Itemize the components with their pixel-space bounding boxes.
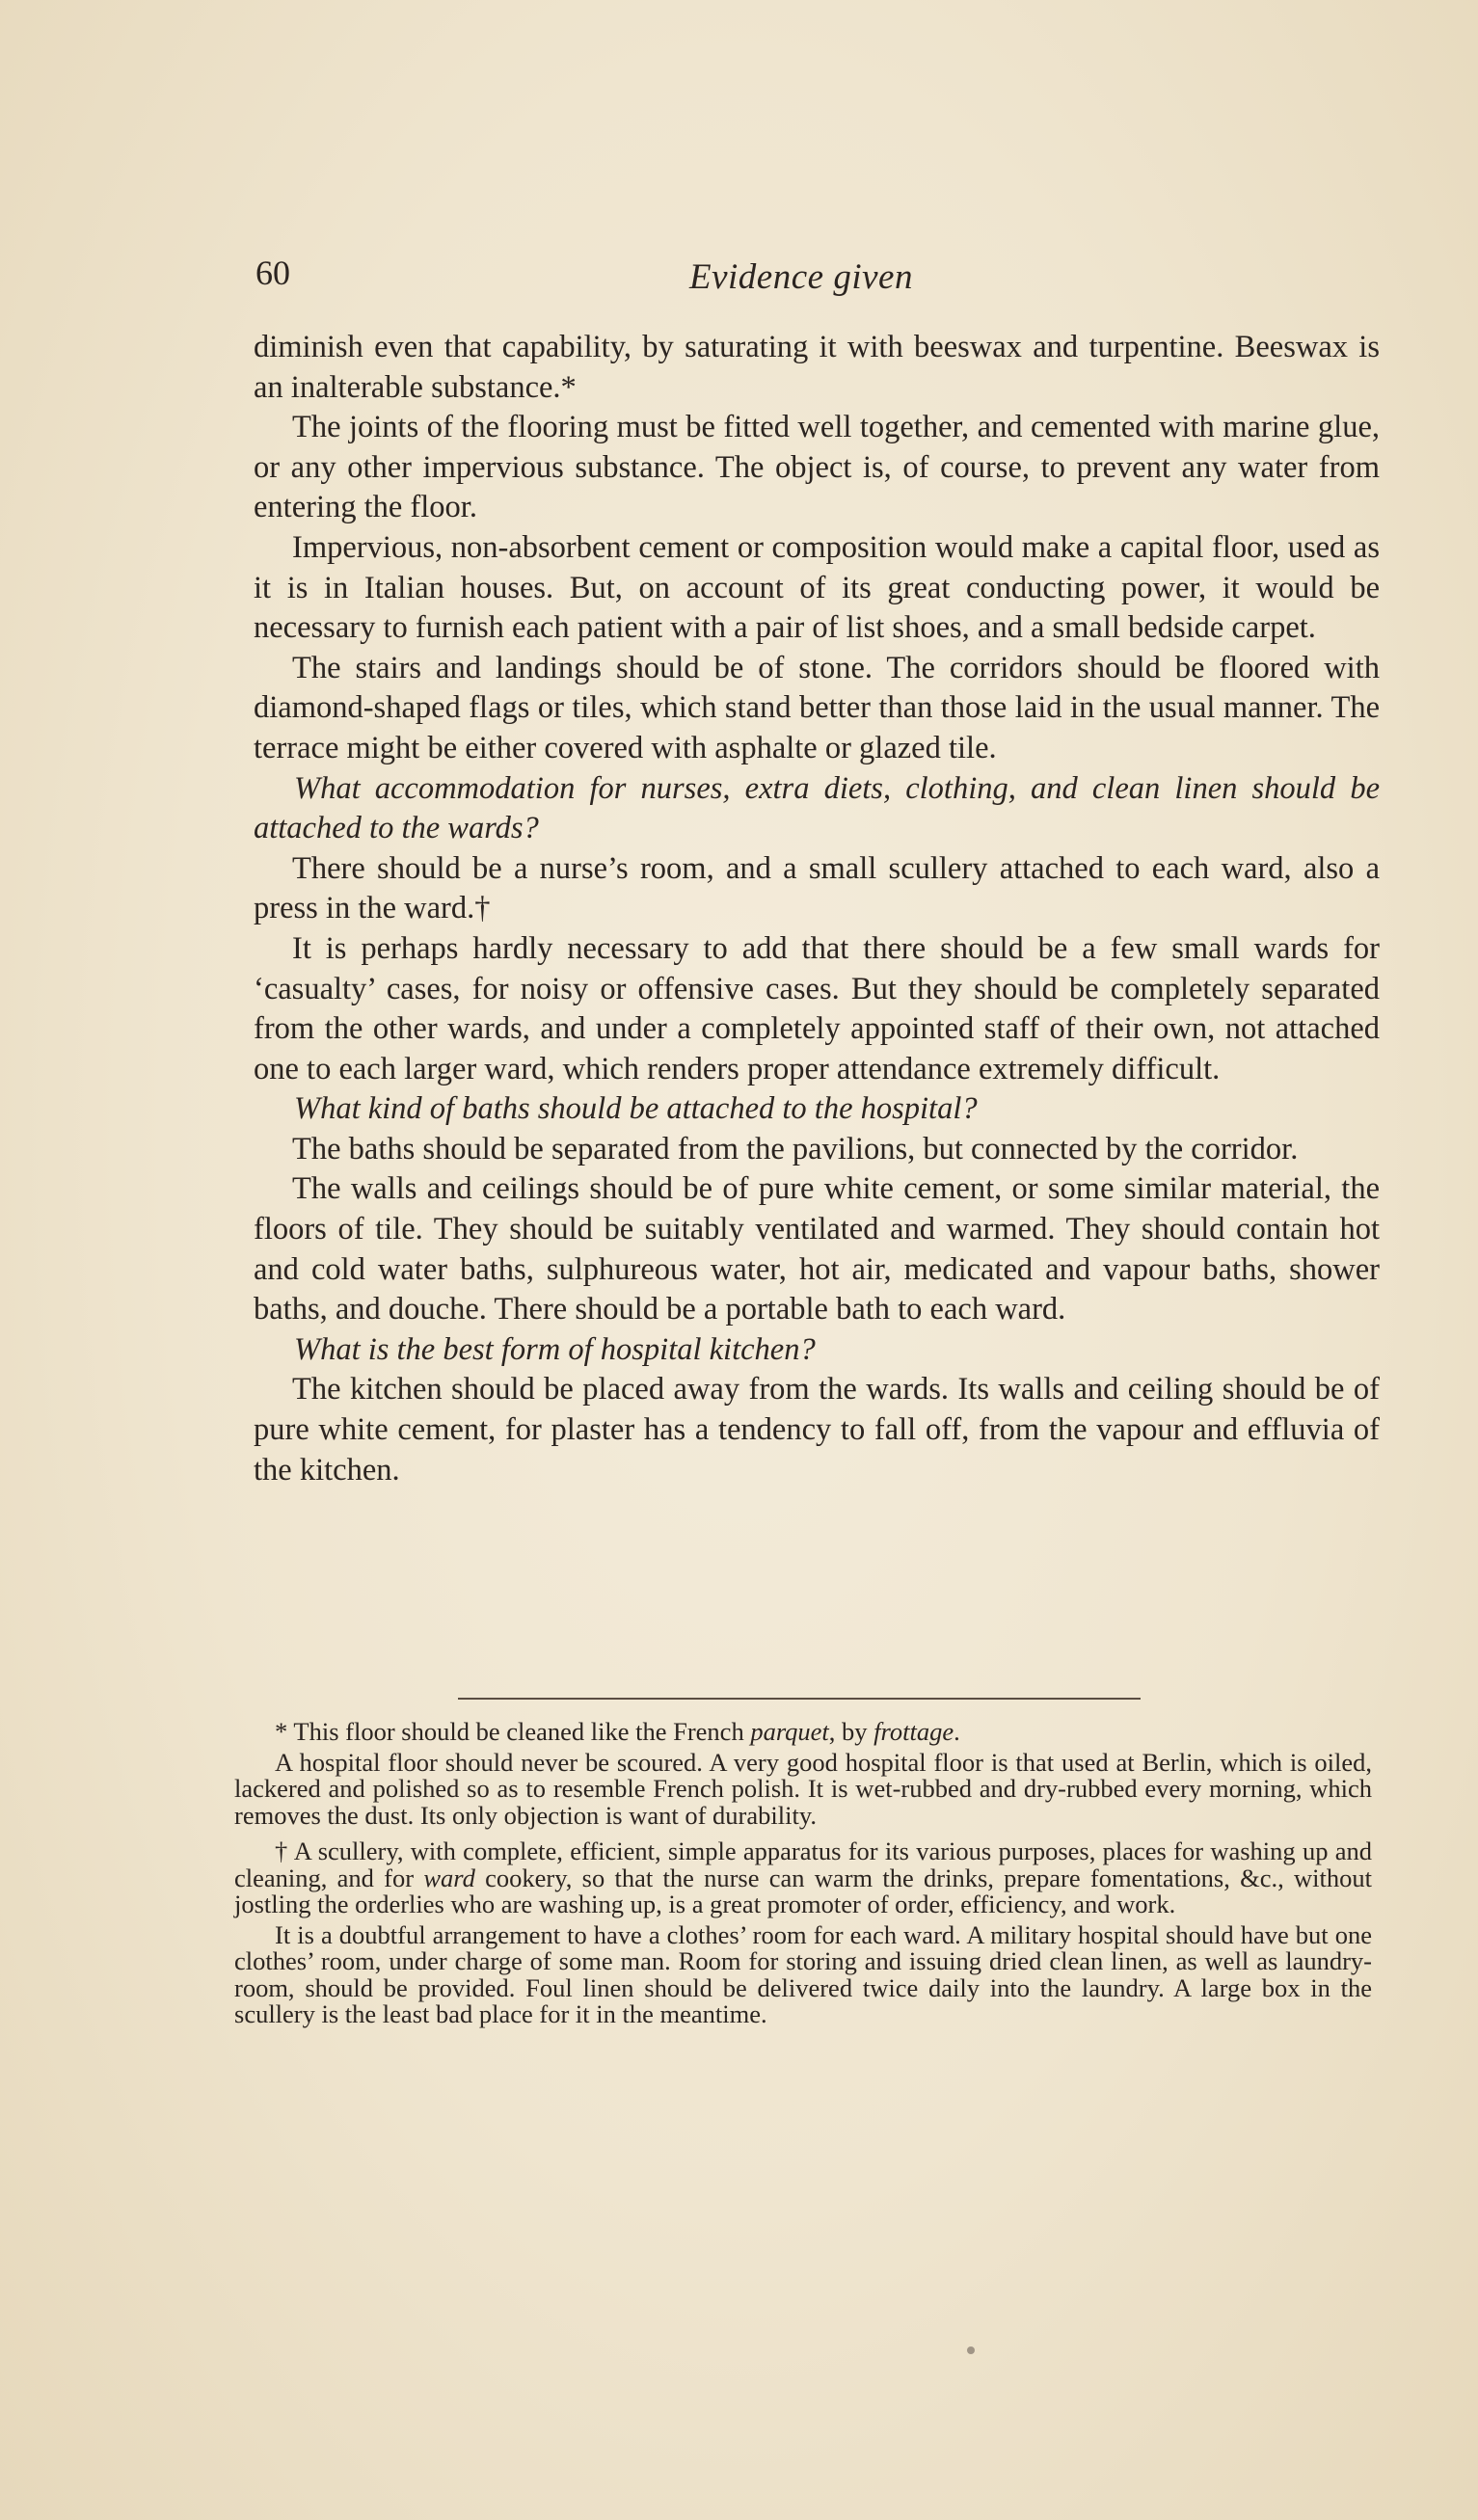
page-header	[255, 253, 1384, 301]
footnote-text: * This floor should be cleaned like the French	[275, 1717, 751, 1746]
paragraph: The joints of the flooring must be fitted well together, and cemented with marine glue, or any other impervious substance. The object is, of course, to prevent any water from entering the floor.	[254, 410, 1380, 525]
paragraph: Impervious, non-absorbent cement or composition would make a capital floor, used as it is in Italian houses. But, on account of its great conducting power, it would be necessary to furnish each patient with a pair of list shoes, and a small bedside carpet.	[254, 529, 1380, 646]
footnote-continuation: It is a doubtful arrangement to have a clothes’ room for each ward. A military hospital should have but one clothes’ room, under charge of some man. Room for storing and issuing dried clean linen, as well as laundry-room, should be provided. Foul linen should be delivered twice daily into the laundry. A large box in the scullery is the least bad place for it in the meantime.	[234, 1919, 1372, 2028]
paragraph: It is perhaps hardly necessary to add that there should be a few small wards for ‘casualty’ cases, for noisy or offensive cases. But they should be completely separated from the other wards, and under a completely appointed staff of their own, not attached one to each larger ward, which renders proper attendance extremely difficult.	[254, 930, 1380, 1086]
footnote-emphasis: parquet	[750, 1717, 829, 1746]
question: What kind of baths should be attached to the hospital?	[294, 1091, 978, 1127]
paragraph: The stairs and landings should be of stone. The corridors should be floored with diamond-shaped flags or tiles, which stand better than those laid in the usual manner. The terrace might be either covered with asphalte or glazed tile.	[254, 650, 1380, 765]
paper-speck	[967, 2346, 975, 2354]
footnote	[234, 1719, 1372, 1746]
paragraph: The kitchen should be placed away from the wards. Its walls and ceiling should be of pure white cement, for plaster has a tendency to fall off, from the vapour and effluvia of the kitchen.	[254, 1372, 1380, 1488]
footnotes	[234, 1719, 1372, 2032]
paragraph: The baths should be separated from the pavilions, but connected by the corridor.	[292, 1131, 1299, 1166]
footnote-text: .	[954, 1717, 960, 1746]
running-head: Evidence given	[689, 257, 913, 297]
footnote-rule	[458, 1698, 1141, 1700]
footnote-text: cookery, so that the nurse can warm the drinks, prepare fomentations, &c., without jostling the orderlies who are washing up, is a great promoter of order, efficiency, and work.	[234, 1863, 1372, 1918]
footnote	[234, 1838, 1372, 1918]
footnote-emphasis: ward	[423, 1863, 475, 1892]
body-text	[254, 328, 1380, 1490]
footnote-emphasis: frottage	[873, 1717, 954, 1746]
paragraph: The walls and ceilings should be of pure white cement, or some similar material, the floors of tile. They should be suitably ventilated and warmed. They should contain hot and cold water baths, sulphureous water, hot air, medicated and vapour baths, shower baths, and douche. There should be a portable bath to each ward.	[254, 1171, 1380, 1327]
page-number: 60	[255, 254, 290, 292]
paragraph: There should be a nurse’s room, and a small scullery attached to each ward, also a press in the ward.†	[254, 850, 1380, 926]
question: What accommodation for nurses, extra diets, clothing, and clean linen should be attached to the wards?	[254, 770, 1380, 846]
paragraph: diminish even that capability, by saturating it with beeswax and turpentine. Beeswax is an inalterable substance.*	[254, 330, 1380, 405]
footnote-text: , by	[828, 1717, 874, 1746]
question: What is the best form of hospital kitchen?	[294, 1331, 816, 1367]
footnote-text: † A scullery, with complete, efficient, simple apparatus for its various purposes, places for washing up and cleaning, and for	[234, 1836, 1372, 1892]
footnote-continuation: A hospital floor should never be scoured. A very good hospital floor is that used at Berlin, which is oiled, lackered and polished so as to resemble French polish. It is wet-rubbed and dry-rubbed every morning, which removes the dust. Its only objection is want of durability.	[234, 1747, 1372, 1830]
